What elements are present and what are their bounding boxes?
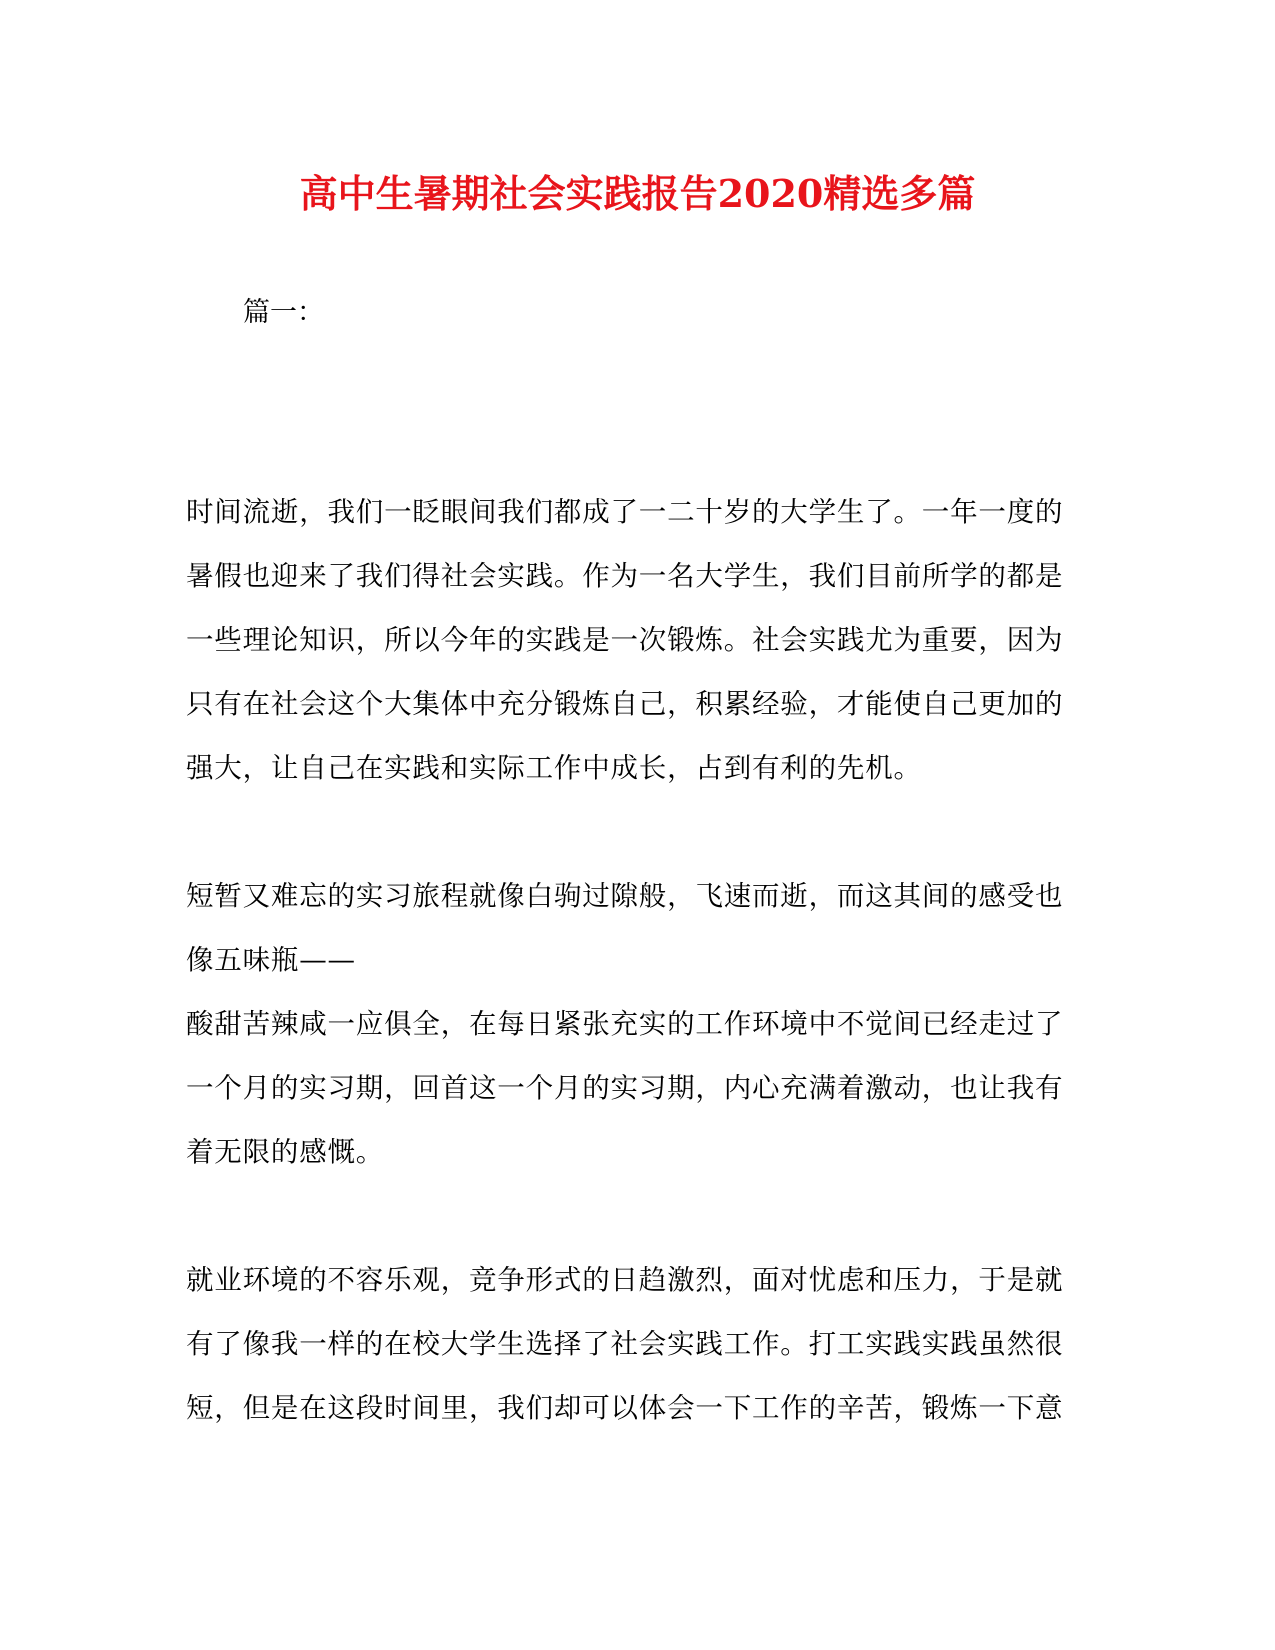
text-line: 就业环境的不容乐观，竞争形式的日趋激烈，面对忧虑和压力，于是就 xyxy=(186,1264,1064,1296)
text-line: 暑假也迎来了我们得社会实践。作为一名大学生，我们目前所学的都是 xyxy=(186,560,1064,592)
text-line: 酸甜苦辣咸一应俱全，在每日紧张充实的工作环境中不觉间已经走过了 xyxy=(186,1008,1064,1040)
text-line: 像五味瓶—— xyxy=(186,944,356,976)
text-line: 短，但是在这段时间里，我们却可以体会一下工作的辛苦，锻炼一下意 xyxy=(186,1392,1064,1424)
text-line: 短暂又难忘的实习旅程就像白驹过隙般，飞速而逝，而这其间的感受也 xyxy=(186,880,1064,912)
text-line: 时间流逝，我们一眨眼间我们都成了一二十岁的大学生了。一年一度的 xyxy=(186,496,1064,528)
section-label: 篇一： xyxy=(243,297,324,328)
document-body xyxy=(186,480,1091,1504)
text-line: 着无限的感慨。 xyxy=(186,1136,385,1168)
paragraph-1 xyxy=(186,480,1091,800)
text-line: 只有在社会这个大集体中充分锻炼自己，积累经验，才能使自己更加的 xyxy=(186,688,1064,720)
paragraph-2 xyxy=(186,864,1091,1184)
text-line: 一些理论知识，所以今年的实践是一次锻炼。社会实践尤为重要，因为 xyxy=(186,624,1064,656)
text-line: 强大，让自己在实践和实际工作中成长，占到有利的先机。 xyxy=(186,752,922,784)
text-line: 一个月的实习期，回首这一个月的实习期，内心充满着激动，也让我有 xyxy=(186,1072,1064,1104)
text-line: 有了像我一样的在校大学生选择了社会实践工作。打工实践实践虽然很 xyxy=(186,1328,1064,1360)
document-title: 高中生暑期社会实践报告2020精选多篇 xyxy=(299,171,976,216)
paragraph-3 xyxy=(186,1248,1091,1440)
